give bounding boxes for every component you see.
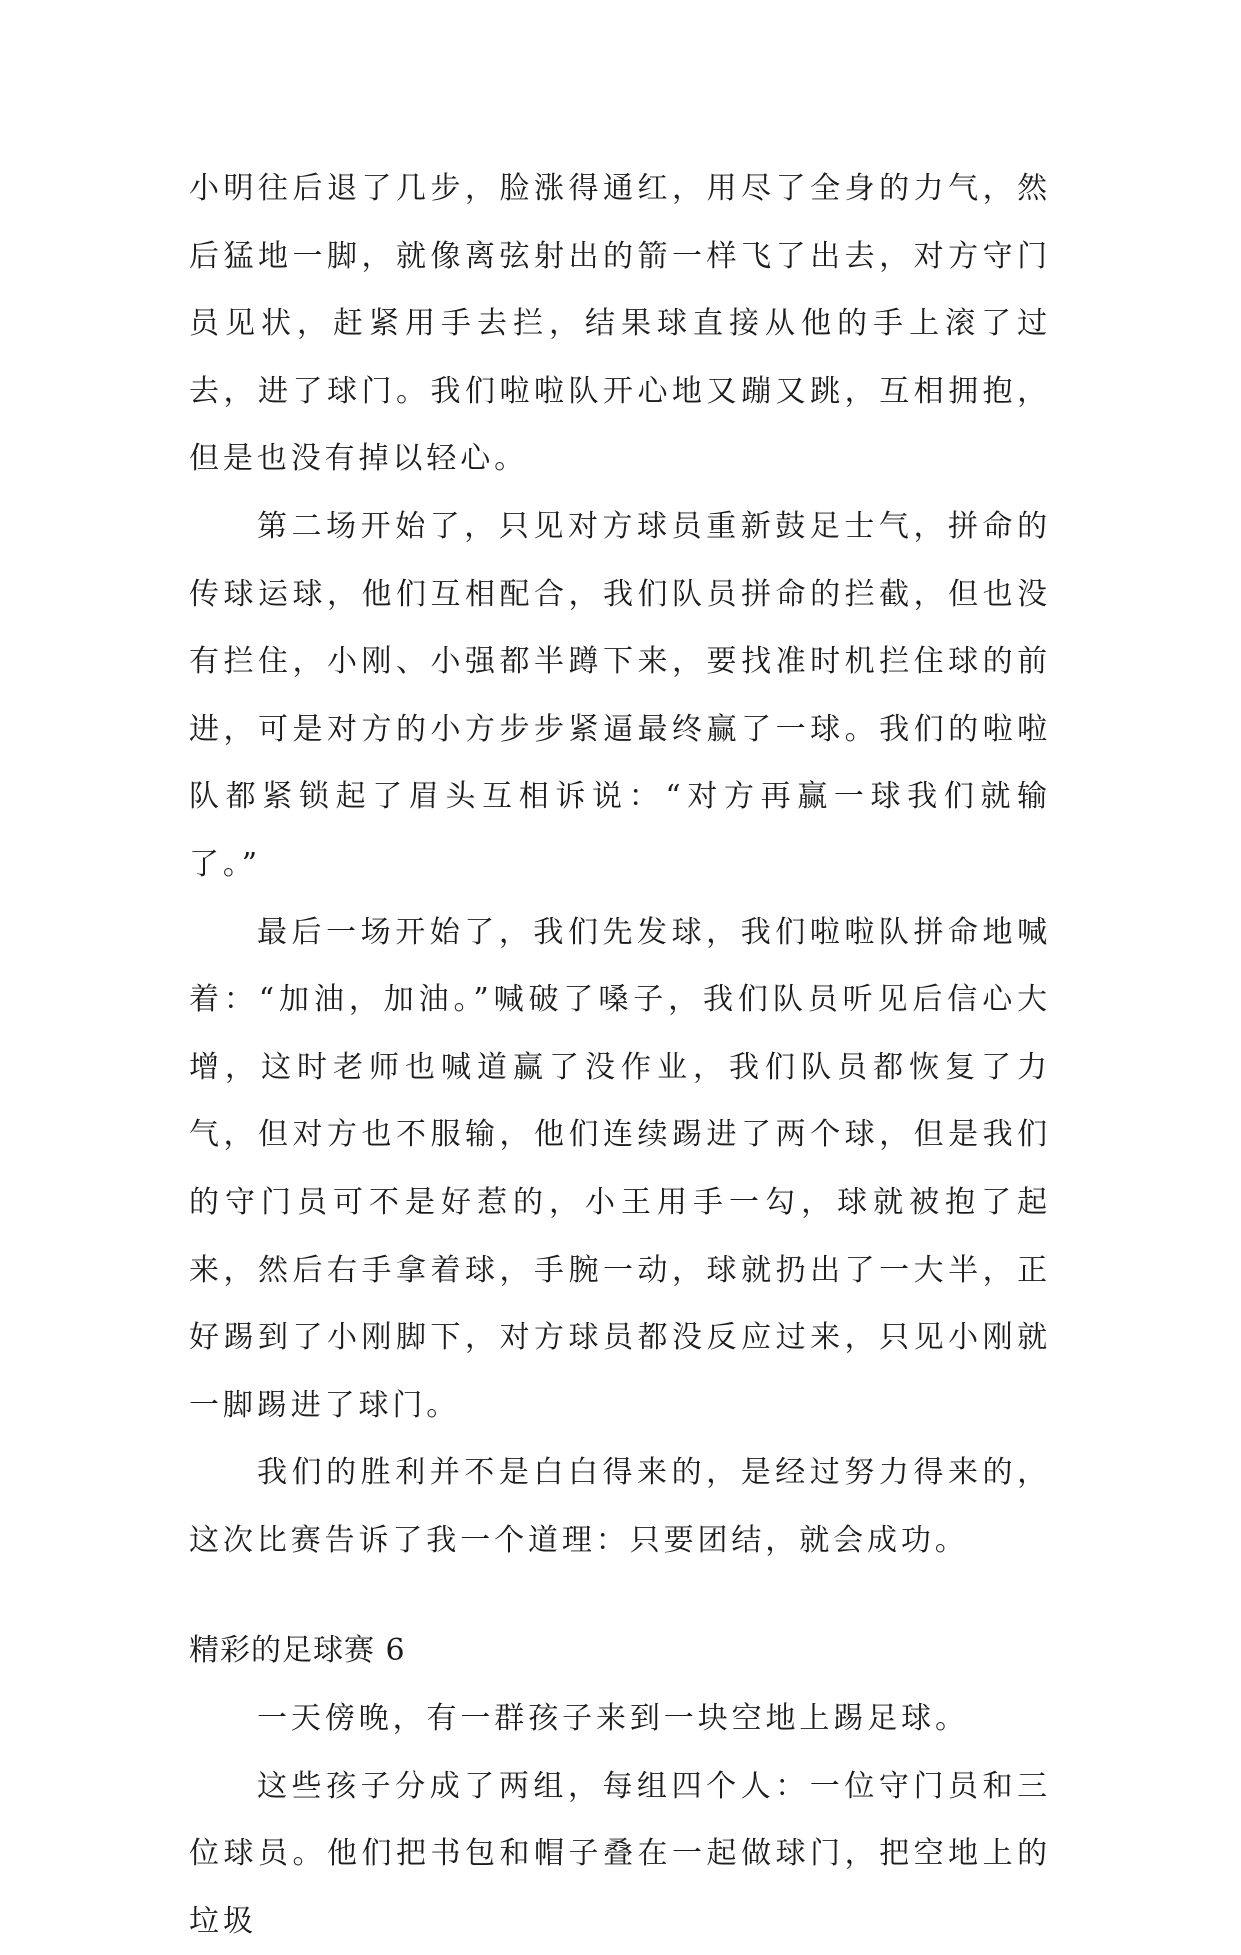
paragraph-4: 我们的胜利并不是白白得来的，是经过努力得来的，这次比赛告诉了我一个道理：只要团结，就会成功。 bbox=[189, 1455, 1051, 1558]
paragraph-1: 小明往后退了几步，脸涨得通红，用尽了全身的力气，然后猛地一脚，就像离弦射出的箭一样飞了出去，对方守门员见状，赶紧用手去拦，结果球直接从他的手上滚了过去，进了球门。我们啦啦队开心地又蹦又跳，互相拥抱，但是也没有掉以轻心。 bbox=[189, 171, 1051, 477]
document-body bbox=[189, 155, 1051, 1955]
paragraph-6: 这些孩子分成了两组，每组四个人：一位守门员和三位球员。他们把书包和帽子叠在一起做球门，把空地上的垃圾 bbox=[189, 1768, 1051, 1939]
section-title: 精彩的足球赛 6 bbox=[189, 1633, 406, 1669]
paragraph-2: 第二场开始了，只见对方球员重新鼓足士气，拼命的传球运球，他们互相配合，我们队员拼命的拦截，但也没有拦住，小刚、小强都半蹲下来，要找准时机拦住球的前进，可是对方的小方步步紧逼最终赢了一球。我们的啦啦队都紧锁起了眉头互相诉说：“对方再赢一球我们就输了。” bbox=[189, 508, 1051, 882]
paragraph-5: 一天傍晚，有一群孩子来到一块空地上踢足球。 bbox=[257, 1701, 969, 1737]
paragraph-3: 最后一场开始了，我们先发球，我们啦啦队拼命地喊着：“加油，加油。”喊破了嗓子，我们队员听见后信心大增，这时老师也喊道赢了没作业，我们队员都恢复了力气，但对方也不服输，他们连续踢进了两个球，但是我们的守门员可不是好惹的，小王用手一勾，球就被抱了起来，然后右手拿着球，手腕一动，球就扔出了一大半，正好踢到了小刚脚下，对方球员都没反应过来，只见小刚就一脚踢进了球门。 bbox=[189, 914, 1051, 1423]
